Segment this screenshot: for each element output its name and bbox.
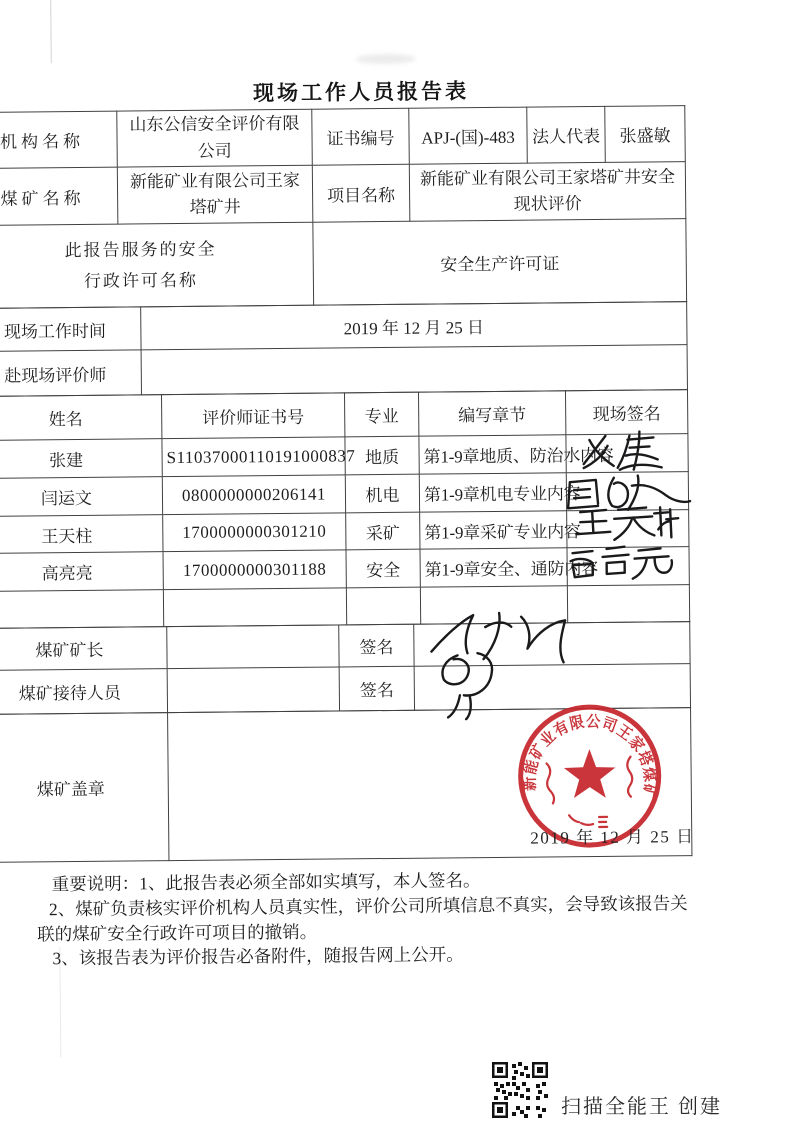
info-table xyxy=(0,105,687,309)
note-line-4: 3、该报告表为评价报告必备附件，随报告网上公开。 xyxy=(52,944,464,969)
license-label-line1: 此报告服务的安全 xyxy=(64,239,217,261)
col-header-major: 专业 xyxy=(344,392,418,437)
scanner-watermark-text: 扫描全能王 创建 xyxy=(561,1096,722,1118)
evaluator-major: 安全 xyxy=(346,549,420,588)
evaluator-cert-no: S11037000110191000837 xyxy=(162,437,345,477)
mine-name-label: 煤矿名称 xyxy=(0,167,118,225)
stamp-date: 2019 年 12 月 25 日 xyxy=(530,827,695,848)
evaluator-cert-no: 1700000000301210 xyxy=(163,513,346,552)
cert-no-value: APJ-(国)-483 xyxy=(409,107,528,164)
col-header-signature: 现场签名 xyxy=(565,390,687,435)
note-line-3: 联的煤矿安全行政许可项目的撤销。 xyxy=(37,921,318,944)
evaluator-cert-no: 0800000000206141 xyxy=(162,475,345,515)
project-name-value: 新能矿业有限公司王家塔矿井安全现状评价 xyxy=(409,162,686,222)
note-line-2: 2、煤矿负责核实评价机构人员真实性，评价公司所填信息不真实，会导致该报告关 xyxy=(48,892,688,920)
handwritten-signature-gaoliangliang xyxy=(562,538,674,589)
evaluator-chapters: 第1-9章采矿专业内容 xyxy=(420,511,567,549)
evaluator-name: 闫运文 xyxy=(0,477,163,517)
org-name-label: 机构名称 xyxy=(0,111,117,168)
col-header-name: 姓名 xyxy=(0,395,162,441)
scan-edge-artifact xyxy=(50,0,52,63)
license-name-value: 安全生产许可证 xyxy=(313,219,687,306)
evaluator-name: 高亮亮 xyxy=(0,552,163,592)
org-name-value: 山东公信安全评价有限公司 xyxy=(117,109,313,167)
receptionist-empty-cell xyxy=(167,667,339,713)
mine-stamp-label: 煤矿盖章 xyxy=(0,713,169,863)
handwritten-signature-receptionist xyxy=(429,645,520,721)
mine-chief-empty-cell xyxy=(167,625,339,669)
worktime-table xyxy=(0,301,688,397)
table-row xyxy=(0,345,687,397)
table-row xyxy=(0,622,690,671)
evaluator-chapters: 第1-9章地质、防治水内容 xyxy=(419,435,566,474)
important-notes xyxy=(37,865,793,971)
page-title: 现场工作人员报告表 xyxy=(252,79,470,106)
license-label-line2: 行政许可名称 xyxy=(83,270,198,291)
dispatch-label: 赴现场评价师 xyxy=(0,350,141,397)
table-row xyxy=(0,106,685,169)
seal-arc-text: 新能矿业有限公司王家塔煤矿 xyxy=(521,713,659,802)
table-row xyxy=(0,219,687,309)
evaluator-major: 地质 xyxy=(345,436,419,475)
col-header-cert: 评价师证书号 xyxy=(161,393,344,439)
receptionist-sign-label: 签名 xyxy=(339,666,414,711)
note-line-1: 重要说明：1、此报告表必须全部如实填写，本人签名。 xyxy=(51,870,481,895)
evaluator-name: 王天柱 xyxy=(0,515,163,554)
project-name-label: 项目名称 xyxy=(312,164,410,222)
mine-chief-sign-label: 签名 xyxy=(339,624,414,667)
evaluator-chapters: 第1-9章安全、通防内容 xyxy=(420,548,567,587)
dispatch-value xyxy=(141,345,687,395)
mine-chief-label: 煤矿矿长 xyxy=(0,627,167,671)
col-header-chapters: 编写章节 xyxy=(418,391,565,436)
table-row xyxy=(0,162,686,226)
mine-name-value: 新能矿业有限公司王家塔矿井 xyxy=(117,165,313,224)
work-time-value: 2019 年 12 月 25 日 xyxy=(141,302,687,350)
scan-smudge xyxy=(356,54,416,65)
evaluator-cert-no: 1700000000301188 xyxy=(163,550,346,590)
receptionist-label: 煤矿接待人员 xyxy=(0,669,168,715)
legal-rep-value: 张盛敏 xyxy=(605,106,686,163)
evaluator-chapters: 第1-9章机电专业内容 xyxy=(419,473,566,512)
cert-no-label: 证书编号 xyxy=(312,108,410,165)
seal-star xyxy=(564,749,616,798)
legal-rep-label: 法人代表 xyxy=(527,106,606,163)
evaluator-major: 采矿 xyxy=(346,512,420,550)
work-time-label: 现场工作时间 xyxy=(0,307,141,352)
evaluator-name: 张建 xyxy=(0,439,162,479)
evaluator-major: 机电 xyxy=(345,474,419,513)
qr-code xyxy=(492,1062,548,1118)
table-row xyxy=(0,302,687,352)
license-name-label xyxy=(0,222,314,308)
